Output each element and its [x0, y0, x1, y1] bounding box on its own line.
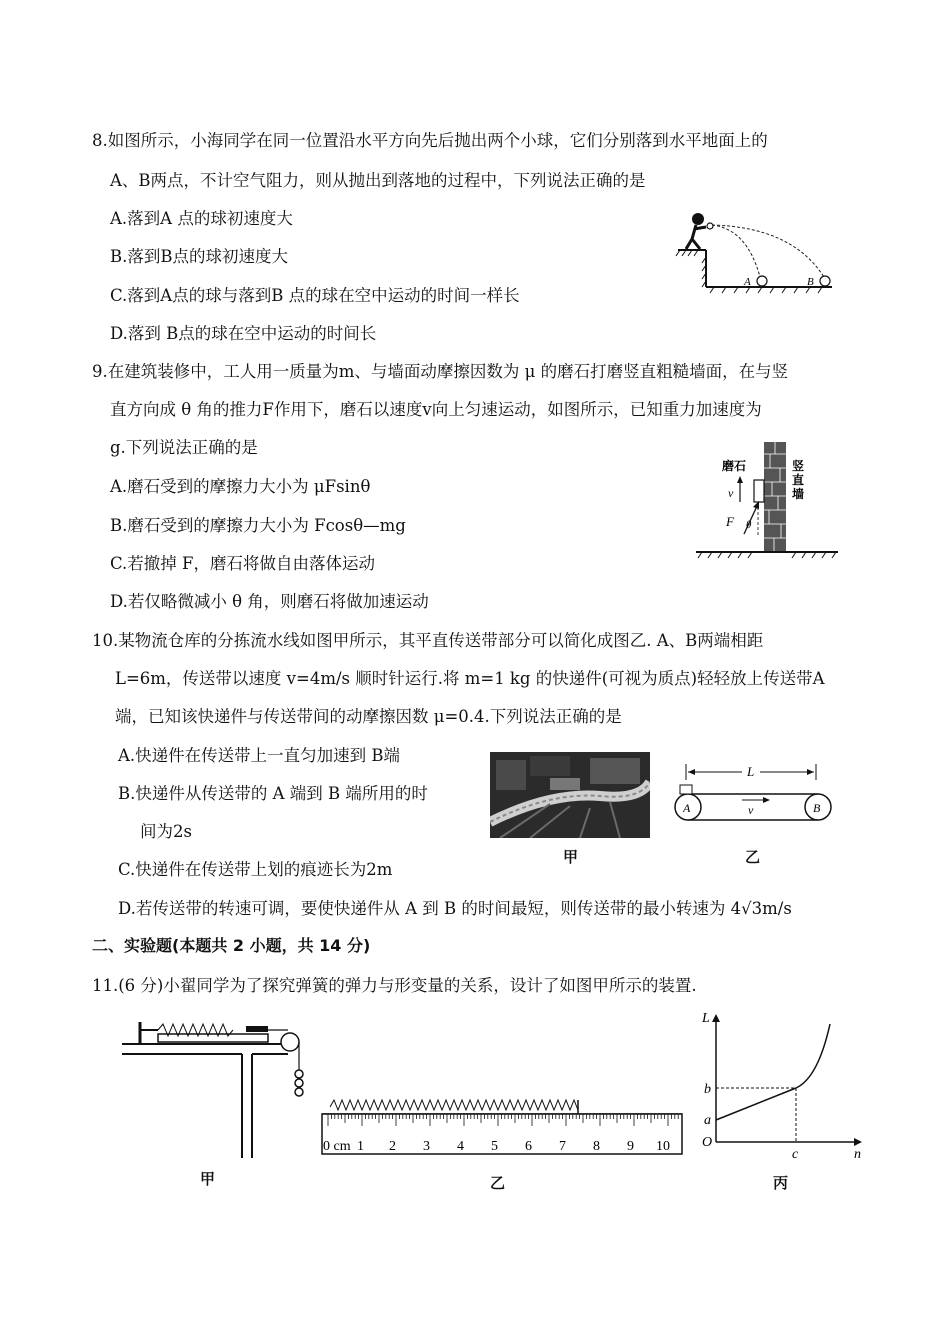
- q11-stem: 11.(6 分)小翟同学为了探究弹簧的弹力与形变量的关系，设计了如图甲所示的装置.: [92, 976, 697, 995]
- q8-fig-label-b: B: [807, 276, 814, 288]
- q9-stem-line2: 直方向成 θ 角的推力F作用下，磨石以速度v向上匀速运动，如图所示，已知重力加速度为: [110, 400, 762, 419]
- graph-label-o: O: [702, 1135, 713, 1150]
- q8-option-a: A.落到A 点的球初速度大: [110, 209, 293, 228]
- q8-fig-label-a: A: [744, 276, 751, 288]
- q10-fig-v-label: v: [748, 803, 754, 817]
- q10-fig-l-label: L: [747, 764, 755, 779]
- ruler-label-0: 0 cm: [323, 1139, 351, 1154]
- q8-option-c: C.落到A点的球与落到B 点的球在空中运动的时间一样长: [110, 286, 520, 305]
- q8-stem-line2: A、B两点，不计空气阻力，则从抛出到落地的过程中，下列说法正确的是: [110, 171, 646, 190]
- q11-caption-bing: 丙: [773, 1174, 789, 1192]
- q10-stem-line1: 10.某物流仓库的分拣流水线如图甲所示，其平直传送带部分可以简化成图乙. A、B两端相距: [92, 631, 764, 650]
- ruler-label-3: 3: [423, 1139, 430, 1154]
- q9-fig-wall-label-1: 竖: [792, 459, 805, 473]
- q10-fig-b-label: B: [813, 801, 821, 815]
- q10-option-b-line1: B.快递件从传送带的 A 端到 B 端所用的时: [118, 784, 428, 803]
- q10-belt-diagram: [670, 758, 840, 833]
- q9-option-d: D.若仅略微减小 θ 角，则磨石将做加速运动: [110, 592, 429, 611]
- q10-option-c: C.快递件在传送带上划的痕迹长为2m: [118, 860, 393, 879]
- ruler-label-6: 6: [525, 1139, 532, 1154]
- q11-caption-jia: 甲: [200, 1170, 216, 1188]
- ruler-label-5: 5: [491, 1139, 498, 1154]
- ruler-label-9: 9: [627, 1139, 634, 1154]
- q10-option-d: D.若传送带的转速可调，要使快递件从 A 到 B 的时间最短，则传送带的最小转速为 4√3m/s: [118, 899, 792, 918]
- q9-stem-line1: 9.在建筑装修中，工人用一质量为m、与墙面动摩擦因数为 μ 的磨石打磨竖直粗糙墙面，在与竖: [92, 362, 789, 381]
- q9-option-c: C.若撤掉 F，磨石将做自由落体运动: [110, 554, 375, 573]
- q9-fig-v-label: v: [728, 486, 734, 500]
- q9-stem-line3: g.下列说法正确的是: [110, 438, 258, 457]
- q9-fig-wall-label-3: 墙: [792, 487, 805, 501]
- ruler-label-8: 8: [593, 1139, 600, 1154]
- q9-option-b: B.磨石受到的摩擦力大小为 Fcosθ—mg: [110, 516, 406, 535]
- q8-option-d: D.落到 B点的球在空中运动的时间长: [110, 324, 377, 343]
- graph-label-a: a: [704, 1113, 711, 1128]
- q8-option-b: B.落到B点的球初速度大: [110, 247, 288, 266]
- ruler-label-1: 1: [357, 1139, 364, 1154]
- q10-fig-a-label: A: [683, 801, 691, 815]
- q11-ruler-figure: [320, 1090, 685, 1165]
- graph-label-c: c: [792, 1147, 799, 1162]
- graph-label-l: L: [702, 1011, 710, 1026]
- ruler-label-4: 4: [457, 1139, 464, 1154]
- q10-stem-line2: L=6m，传送带以速度 v=4m/s 顺时针运行.将 m=1 kg 的快递件(可视为质点)轻轻放上传送带A: [115, 669, 825, 688]
- q9-fig-theta-label: θ: [746, 519, 752, 531]
- q10-caption-yi: 乙: [745, 848, 761, 866]
- q10-stem-line3: 端，已知该快递件与传送带间的动摩擦因数 μ=0.4.下列说法正确的是: [115, 707, 622, 726]
- ruler-label-10: 10: [656, 1139, 670, 1154]
- q9-fig-wall-label-2: 直: [792, 473, 805, 487]
- ruler-label-7: 7: [559, 1139, 566, 1154]
- q9-wall-figure: [692, 440, 842, 565]
- ruler-label-2: 2: [389, 1139, 396, 1154]
- q10-option-a: A.快递件在传送带上一直匀加速到 B端: [118, 746, 401, 765]
- q11-apparatus-figure: [118, 1020, 318, 1160]
- q11-graph-figure: [690, 1010, 870, 1170]
- graph-label-b: b: [704, 1082, 711, 1097]
- q9-fig-f-label: F: [726, 514, 734, 529]
- graph-label-n: n: [854, 1147, 861, 1162]
- section-2-heading: 二、实验题(本题共 2 小题，共 14 分): [92, 936, 371, 955]
- q9-fig-stone-label: 磨石: [722, 459, 747, 473]
- q9-option-a: A.磨石受到的摩擦力大小为 μFsinθ: [110, 477, 371, 496]
- q10-caption-jia: 甲: [563, 848, 579, 866]
- q8-stem-line1: 8.如图所示，小海同学在同一位置沿水平方向先后抛出两个小球，它们分别落到水平地面上的: [92, 131, 768, 150]
- q11-caption-yi: 乙: [490, 1174, 506, 1192]
- q10-warehouse-photo: [490, 752, 650, 838]
- q8-projectile-figure: [672, 205, 842, 295]
- q10-option-b-line2: 间为2s: [140, 822, 192, 841]
